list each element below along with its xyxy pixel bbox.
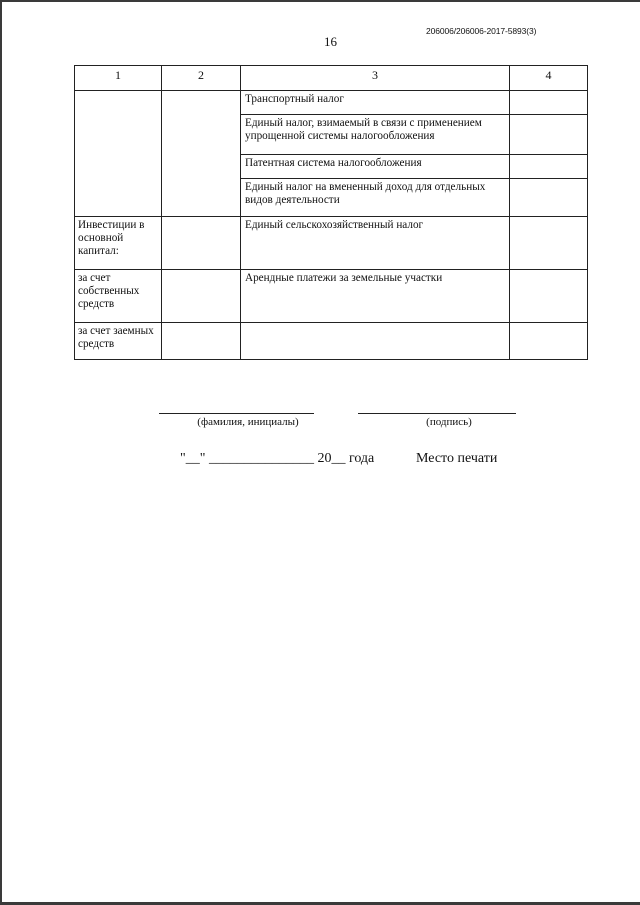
signature-caption: (подпись) xyxy=(426,416,472,428)
tax-usn-cell: Единый налог, взимаемый в связи с применением упрощенной системы налогообложения xyxy=(241,115,510,155)
borrowed-funds-label-cell: за счет заемных средств xyxy=(75,323,162,360)
table-row xyxy=(75,91,588,115)
tax-patent-cell: Патентная система налогообложения xyxy=(241,155,510,179)
report-table xyxy=(74,65,588,360)
column-header-1: 1 xyxy=(75,66,162,91)
empty-cell xyxy=(162,323,241,360)
empty-cell xyxy=(162,217,241,270)
value-cell xyxy=(510,91,588,115)
page-number: 16 xyxy=(324,34,337,49)
date-day-blank: __ xyxy=(185,451,200,466)
value-cell xyxy=(510,323,588,360)
table-row xyxy=(75,270,588,323)
empty-cell xyxy=(162,270,241,323)
page-edge-left xyxy=(0,0,2,905)
table-header-row xyxy=(75,66,588,91)
own-funds-label-cell: за счет собственных средств xyxy=(75,270,162,323)
date-year-prefix: 20 xyxy=(317,451,332,466)
empty-cell xyxy=(75,91,162,217)
value-cell xyxy=(510,115,588,155)
tax-transport-cell: Транспортный налог xyxy=(241,91,510,115)
document-code: 206006/206006-2017-5893(3) xyxy=(426,26,537,36)
tax-envd-cell: Единый налог на вмененный доход для отдельных видов деятельности xyxy=(241,179,510,217)
land-rent-cell: Арендные платежи за земельные участки xyxy=(241,270,510,323)
value-cell xyxy=(510,217,588,270)
date-month-blank: _______________ xyxy=(208,451,314,466)
column-header-3: 3 xyxy=(241,66,510,91)
date-close-quote: " xyxy=(199,451,206,466)
empty-cell xyxy=(162,91,241,217)
column-header-4: 4 xyxy=(510,66,588,91)
name-caption: (фамилия, инициалы) xyxy=(197,416,299,428)
empty-cell xyxy=(241,323,510,360)
table-row xyxy=(75,217,588,270)
date-open-quote: " xyxy=(180,451,186,466)
date-line xyxy=(180,451,374,467)
table-row xyxy=(75,323,588,360)
tax-eshn-cell: Единый сельскохозяйственный налог xyxy=(241,217,510,270)
value-cell xyxy=(510,179,588,217)
column-header-2: 2 xyxy=(162,66,241,91)
stamp-placeholder: Место печати xyxy=(416,451,498,466)
date-year-word: года xyxy=(348,451,375,466)
value-cell xyxy=(510,270,588,323)
page-edge-top xyxy=(0,0,640,2)
name-signature-line xyxy=(159,413,314,414)
signature-line xyxy=(358,413,516,414)
date-year-blank: __ xyxy=(331,451,346,466)
investment-label-cell: Инвестиции в основной капитал: xyxy=(75,217,162,270)
value-cell xyxy=(510,155,588,179)
